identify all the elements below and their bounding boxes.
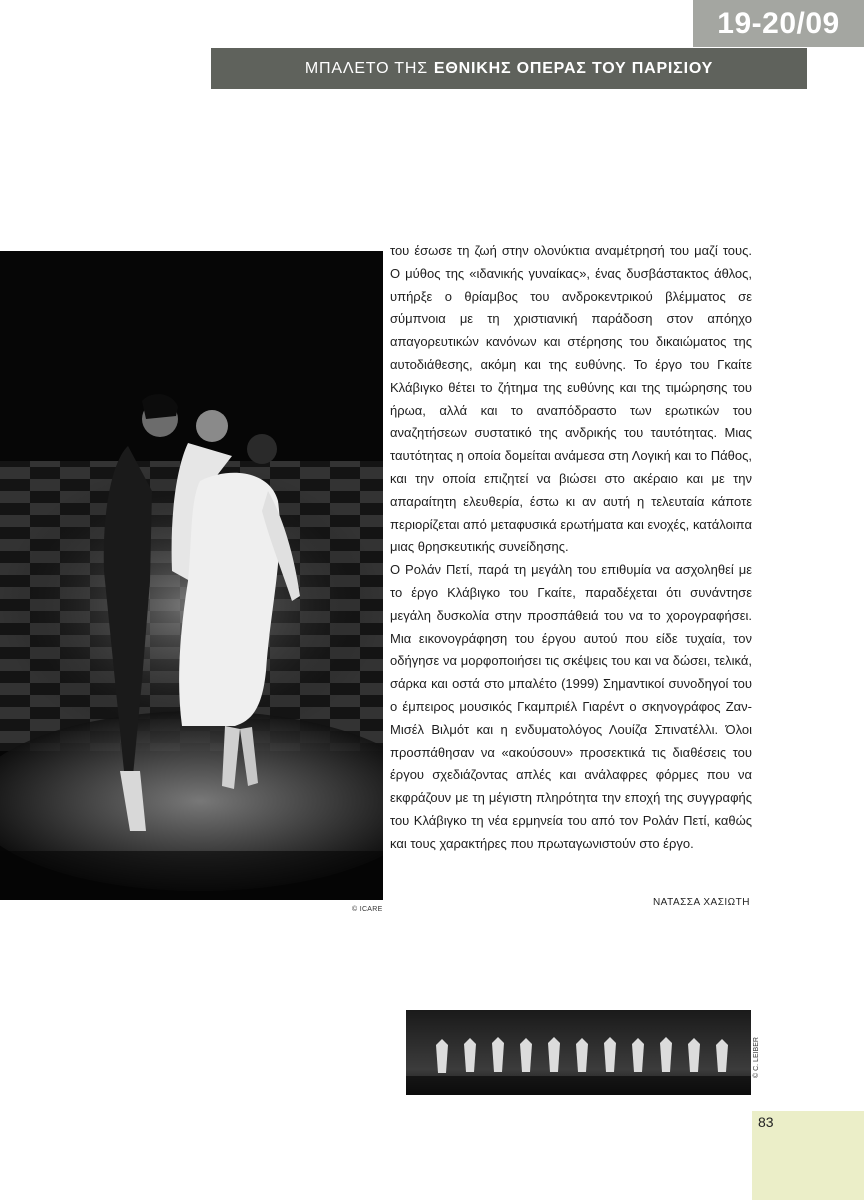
main-photo-credit: © ICARE	[352, 906, 383, 913]
issue-date: 19-20/09	[717, 6, 840, 40]
corps-de-ballet-photo	[406, 1010, 751, 1095]
section-header-bar	[211, 48, 807, 89]
issue-date-tab	[693, 0, 864, 47]
article-author: ΝΑΤΑΣΣΑ ΧΑΣΙΩΤΗ	[652, 897, 750, 908]
article-paragraph: του έσωσε τη ζωή στην ολονύκτια αναμέτρησή του μαζί τους. Ο μύθος της «ιδανικής γυναίκας», ένας δυσβάστακτος άθλος, υπήρξε ο θρίαμβος του ανδροκεντρικού βλέμματος σε σύμπνοια με τη χριστιανική παράδοση στον απόηχο απαγορευτικών κανόνων και στέρησης του δικαιώματος της αυτοδιάθεσης, ακόμη και της ευθύνης. Το έργο του Γκαίτε Κλάβιγκο θέτει το ζήτημα της ευθύνης και της τιμώρησης του ήρωα, αλλά και το αναπόδραστο των ερωτικών του αναζητήσεων συστατικό της ανδρικής του ταυτότητας. Μιας ταυτότητας η οποία δομείται ανάμεσα στη Λογική και το Πάθος, και την οποία επιζητεί να βιώσει στο ακέραιο και με την απαραίτητη ελευθερία, έστω κι αν αυτή η τελευταία κάποτε περιορίζεται από μεταφυσικά ερωτήματα και ενοχές, κατάλοιπα μιας θρησκευτικής συνείδησης.	[390, 243, 752, 555]
page-number: 83	[758, 1114, 774, 1130]
article-paragraph: Ο Ρολάν Πετί, παρά τη μεγάλη του επιθυμία να ασχοληθεί με το έργο Κλάβιγκο του Γκαίτε, παραδέχεται ότι συνάντησε μεγάλη δυσκολία στην προσπάθειά του να το χορογραφήσει. Μια εικονογράφηση του έργου αυτού που είδε τυχαία, τον οδήγησε να μορφοποιήσει τις σκέψεις του και να δώσει, τελικά, σάρκα και οστά στο μπαλέτο (1999) Σημαντικοί συνοδηγοί του ο έμπειρος μουσικός Γκαμπριέλ Γιαρέντ ο σκηνογράφος Ζαν-Μισέλ Βιλμότ και η ενδυματολόγος Λουίζα Σπινατέλλι. Όλοι προσπάθησαν να «ακούσουν» προσεκτικά τις διαθέσεις του έργου σχεδιάζοντας απλές και ανάλαφρες φόρμες που να εκφράζουν με τη μέγιστη πληρότητα την εποχή της συγγραφής του Κλάβιγκο τη νέα ερμηνεία του από τον Ρολάν Πετί, καθώς και τους χαρακτήρες που πρωταγωνιστούν στο έργο.	[390, 562, 752, 851]
section-title-light: ΜΠΑΛΕΤΟ ΤΗΣ	[304, 59, 428, 77]
page-number-tab	[752, 1111, 864, 1200]
ballet-duet-photo	[0, 251, 383, 900]
article-body	[390, 240, 752, 856]
small-photo-credit: © C. LEIBER	[753, 1037, 760, 1078]
section-title-bold: ΕΘΝΙΚΗΣ ΟΠΕΡΑΣ ΤΟΥ ΠΑΡΙΣΙΟΥ	[433, 59, 714, 77]
